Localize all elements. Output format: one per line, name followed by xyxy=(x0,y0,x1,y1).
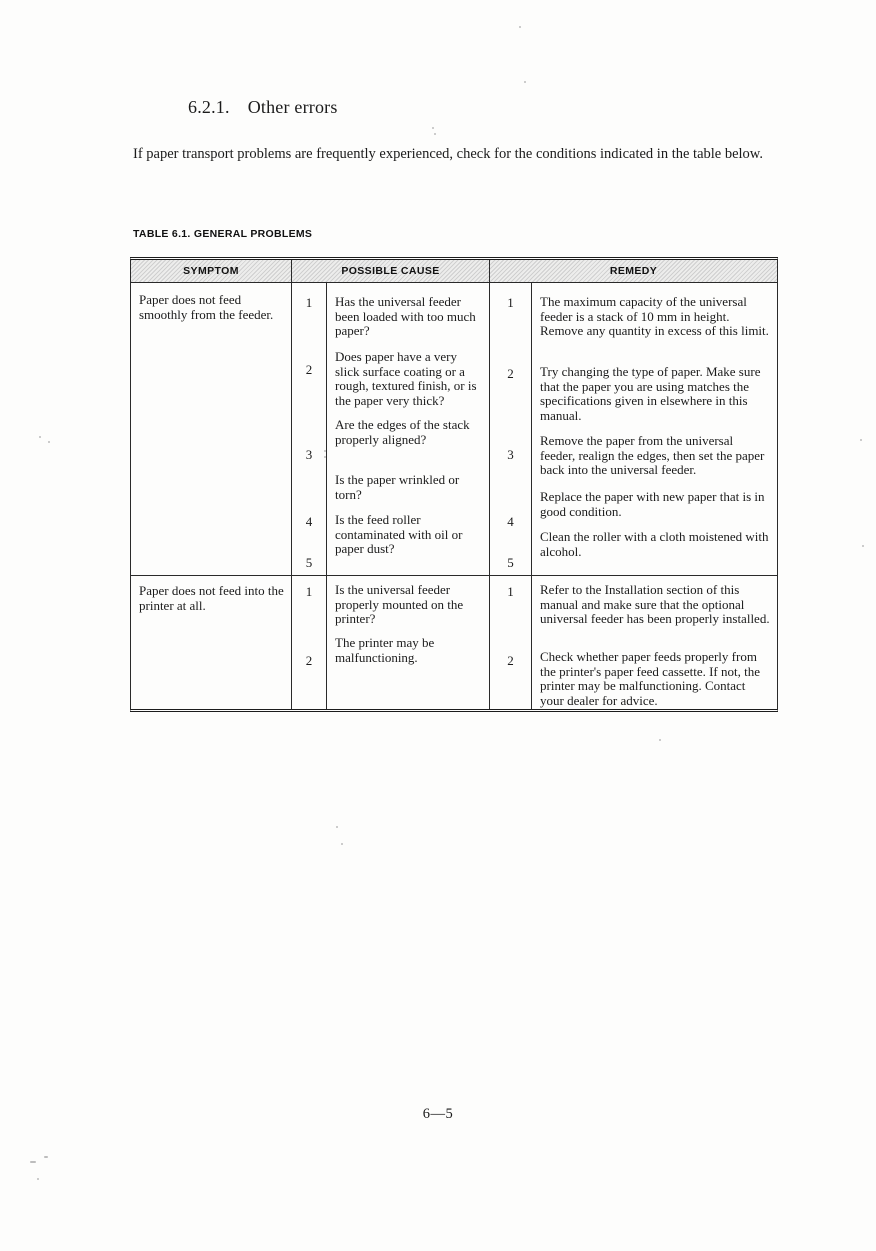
remedy-text: Replace the paper with new paper that is in good condition. xyxy=(540,489,765,519)
scan-artifact xyxy=(524,81,526,83)
header-possible-cause: POSSIBLE CAUSE xyxy=(292,260,490,283)
cause-number: 2 xyxy=(305,653,313,668)
remedy-text: The maximum capacity of the universal feeder is a stack of 10 mm in height. Remove any quantity in excess of this limit. xyxy=(540,294,769,339)
scan-artifact xyxy=(341,843,343,845)
section-number: 6.2.1. xyxy=(188,97,230,117)
cause-text: Has the universal feeder been loaded with too much paper? xyxy=(335,294,476,339)
header-symptom: SYMPTOM xyxy=(131,260,292,283)
table-caption: TABLE 6.1. GENERAL PROBLEMS xyxy=(133,228,313,240)
cause-text: Are the edges of the stack properly aligned? xyxy=(335,417,470,447)
remedy-text: Refer to the Installation section of this manual and make sure that the optional universal feeder has been properly installed. xyxy=(540,582,770,627)
scan-artifact xyxy=(862,545,864,547)
remedy-number: 2 xyxy=(507,366,514,381)
scan-artifact xyxy=(659,739,661,741)
remedy-text: Try changing the type of paper. Make sure that the paper you are using matches the specifications given in elsewhere in this manual. xyxy=(540,364,761,423)
remedy-text: Check whether paper feeds properly from the printer's paper feed cassette. If not, the printer may be malfunctioning. Contact your dealer for advice. xyxy=(540,649,760,708)
cause-text-cell xyxy=(327,575,490,709)
scan-artifact xyxy=(44,1156,48,1158)
cause-number: 5 xyxy=(305,555,313,570)
cause-number-cell xyxy=(292,283,327,575)
cause-number: 3 xyxy=(305,447,313,462)
section-title: Other errors xyxy=(247,97,338,117)
cause-text: Is the universal feeder properly mounted on the printer? xyxy=(335,582,464,627)
scan-artifact xyxy=(860,439,862,441)
cause-number: 4 xyxy=(305,514,313,529)
intro-paragraph: If paper transport problems are frequently experienced, check for the conditions indicated in the table below. xyxy=(133,146,763,162)
table-header-row xyxy=(131,260,777,283)
scan-artifact xyxy=(519,26,521,28)
scan-artifact xyxy=(37,1178,39,1180)
scan-artifact xyxy=(30,1161,36,1163)
cause-text: Is the paper wrinkled or torn? xyxy=(335,472,460,502)
remedy-text: Remove the paper from the universal feeder, realign the edges, then set the paper back into the universal feeder. xyxy=(540,433,765,478)
scan-artifact xyxy=(324,456,326,458)
table-row xyxy=(131,283,777,575)
scan-artifact xyxy=(432,127,434,129)
remedy-number-cell xyxy=(490,575,532,709)
remedy-number: 5 xyxy=(507,555,514,570)
cause-text: The printer may be malfunctioning. xyxy=(335,635,435,665)
remedy-number: 1 xyxy=(507,295,514,310)
cause-number: 1 xyxy=(305,584,313,599)
cause-text-cell xyxy=(327,283,490,575)
remedy-number: 1 xyxy=(507,584,514,599)
remedy-number: 2 xyxy=(507,653,514,668)
scan-artifact xyxy=(336,826,338,828)
scan-artifact xyxy=(324,450,326,452)
remedy-number: 3 xyxy=(507,447,514,462)
section-heading xyxy=(188,97,338,118)
symptom-text: Paper does not feed into the printer at all. xyxy=(139,583,284,613)
remedy-text: Clean the roller with a cloth moistened with alcohol. xyxy=(540,529,769,559)
cause-number: 1 xyxy=(305,295,313,310)
scan-artifact xyxy=(39,436,41,438)
page-number: 6—5 xyxy=(422,1106,454,1122)
remedy-text-cell xyxy=(532,283,777,575)
symptom-cell xyxy=(131,575,292,709)
cause-text: Is the feed roller contaminated with oil or paper dust? xyxy=(335,512,463,557)
remedy-number-cell xyxy=(490,283,532,575)
cause-number: 2 xyxy=(305,362,313,377)
table-row xyxy=(131,575,777,709)
scan-artifact xyxy=(48,441,50,443)
header-remedy: REMEDY xyxy=(490,260,777,283)
remedy-text-cell xyxy=(532,575,777,709)
general-problems-table xyxy=(130,257,778,712)
symptom-cell xyxy=(131,283,292,575)
cause-text: Does paper have a very slick surface coating or a rough, textured finish, or is the paper very thick? xyxy=(335,349,477,408)
remedy-number: 4 xyxy=(507,514,514,529)
cause-number-cell xyxy=(292,575,327,709)
scan-artifact xyxy=(434,133,436,135)
symptom-text: Paper does not feed smoothly from the feeder. xyxy=(139,292,274,322)
